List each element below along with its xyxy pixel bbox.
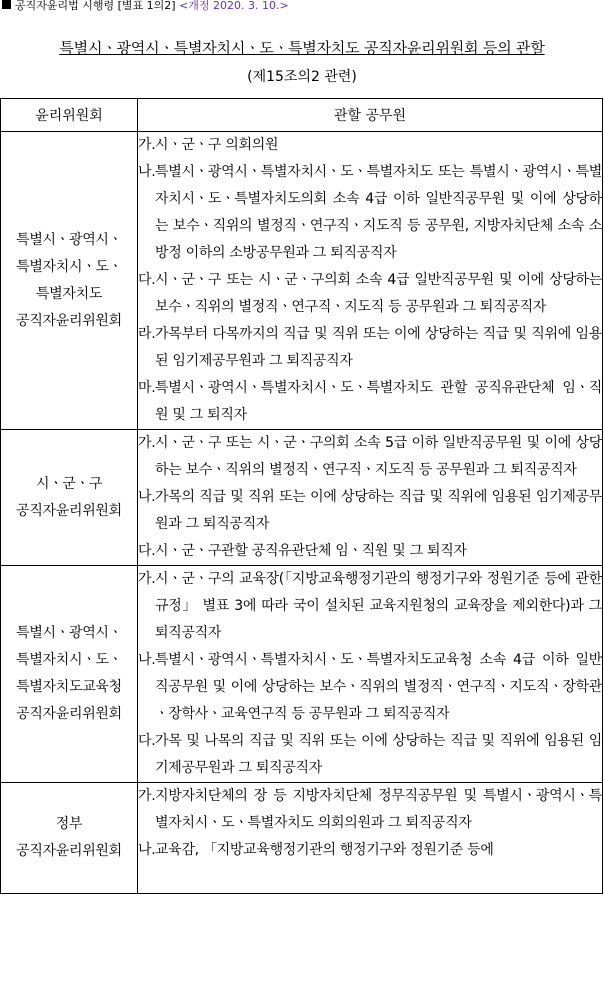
item-text: 시ㆍ군ㆍ구 또는 시ㆍ군ㆍ구의회 소속 5급 이하 일반직공무원 및 이에 상당하는 보수ㆍ직위의 별정직ㆍ연구직ㆍ지도직 등 공무원과 그 퇴직공직자: [155, 435, 602, 478]
table-row: [1, 566, 603, 783]
column-header-officials: 관할 공무원: [138, 99, 603, 132]
item-text: 지방자치단체의 장 등 지방자치단체 정무직공무원 및 특별시ㆍ광역시ㆍ특별자치시ㆍ도ㆍ특별자치도 의회의원과 그 퇴직공직자: [155, 788, 603, 831]
item-text: 시ㆍ군ㆍ구 또는 시ㆍ군ㆍ구의회 소속 4급 일반직공무원 및 이에 상당하는 보수ㆍ직위의 별정직ㆍ연구직ㆍ지도직 등 공무원과 그 퇴직공직자: [155, 272, 602, 315]
list-item: [138, 538, 602, 565]
list-item: [138, 375, 602, 429]
item-text: 교육감, 「지방교육행정기관의 행정기구와 정원기준 등에: [155, 842, 494, 858]
item-marker: 다.: [138, 543, 156, 559]
committee-name-line: 특별자치시ㆍ도ㆍ: [16, 258, 122, 275]
list-item: [138, 321, 602, 375]
black-square-bullet-icon: [2, 0, 11, 9]
column-header-committee: 윤리위원회: [1, 99, 138, 132]
officials-cell: [138, 566, 603, 783]
officials-cell: [138, 430, 603, 566]
item-text: 특별시ㆍ광역시ㆍ특별자치시ㆍ도ㆍ특별자치도 관할 공직유관단체 임ㆍ직원 및 그 퇴직자: [155, 380, 602, 423]
revision-note: <개정 2020. 3. 10.>: [179, 0, 289, 12]
item-marker: 가.: [138, 571, 156, 587]
table-row: [1, 430, 603, 566]
page-subtitle: (제15조의2 관련): [247, 69, 357, 85]
list-item: [138, 484, 602, 538]
committee-name-line: 공직자윤리위원회: [16, 502, 122, 519]
item-marker: 나.: [138, 842, 156, 858]
item-marker: 다.: [138, 733, 156, 749]
table-row: [1, 783, 603, 894]
list-item: [138, 728, 602, 782]
committee-name-line: 시ㆍ군ㆍ구: [35, 475, 103, 492]
committee-name-line: 공직자윤리위원회: [16, 706, 122, 722]
item-text: 특별시ㆍ광역시ㆍ특별자치시ㆍ도ㆍ특별자치도 또는 특별시ㆍ광역시ㆍ특별자치시ㆍ도ㆍ특별자치도의회 소속 4급 이하 일반직공무원 및 이에 상당하는 보수ㆍ직위의 별정직ㆍ연구직ㆍ지도직 등 공무원, 지방자치단체 소속 소방정 이하의 소방공무원과 그 퇴직공직자: [155, 164, 602, 261]
item-marker: 가.: [138, 435, 156, 451]
item-text: 시ㆍ군ㆍ구관할 공직유관단체 임ㆍ직원 및 그 퇴직자: [155, 543, 467, 559]
page-title: 특별시ㆍ광역시ㆍ특별자치시ㆍ도ㆍ특별자치도 공직자윤리위원회 등의 관할: [59, 39, 545, 57]
law-reference-header: [2, 0, 289, 14]
committee-name-line: 특별자치시ㆍ도ㆍ: [16, 652, 122, 668]
list-item: [138, 132, 602, 159]
item-marker: 나.: [138, 652, 156, 668]
item-text: 가목의 직급 및 직위 또는 이에 상당하는 직급 및 직위에 임용된 임기제공무원과 그 퇴직공직자: [155, 489, 602, 532]
committee-name-line: 특별자치도교육청: [16, 679, 122, 695]
committee-name-line: 특별시ㆍ광역시ㆍ: [16, 231, 122, 248]
list-item: [138, 267, 602, 321]
item-marker: 나.: [138, 489, 156, 505]
committee-cell: [1, 430, 138, 566]
committee-cell: [1, 566, 138, 783]
committee-name-line: 공직자윤리위원회: [16, 312, 122, 329]
committee-name-line: 특별자치도: [35, 285, 103, 302]
item-marker: 마.: [138, 380, 156, 396]
committee-name-line: 특별시ㆍ광역시ㆍ: [16, 625, 122, 641]
item-marker: 다.: [138, 272, 156, 288]
item-text: 가목 및 나목의 직급 및 직위 또는 이에 상당하는 직급 및 직위에 임용된 임기제공무원과 그 퇴직공직자: [155, 733, 602, 776]
table-row: [1, 132, 603, 430]
list-item: [138, 647, 602, 728]
law-title: 공직자윤리법 시행령 [별표 1의2]: [15, 0, 176, 12]
item-marker: 가.: [138, 788, 156, 804]
item-marker: 나.: [138, 164, 156, 180]
table-header-row: [1, 99, 603, 132]
item-text: 시ㆍ군ㆍ구의 교육장(「지방교육행정기관의 행정기구와 정원기준 등에 관한 규정」 별표 3에 따라 국이 설치된 교육지원청의 교육장을 제외한다)과 그 퇴직공직자: [155, 571, 602, 641]
committee-cell: [1, 132, 138, 430]
officials-cell: [138, 783, 603, 894]
list-item: [138, 783, 602, 837]
item-text: 가목부터 다목까지의 직급 및 직위 또는 이에 상당하는 직급 및 직위에 임용된 임기제공무원과 그 퇴직공직자: [155, 326, 602, 369]
committee-name-line: 공직자윤리위원회: [16, 843, 122, 859]
list-item: [138, 430, 602, 484]
jurisdiction-table: [0, 98, 603, 894]
list-item: [138, 566, 602, 647]
list-item: [138, 837, 602, 864]
committee-name-line: 정부: [55, 816, 83, 832]
list-item: [138, 159, 602, 267]
committee-cell: [1, 783, 138, 894]
officials-cell: [138, 132, 603, 430]
item-text: 시ㆍ군ㆍ구 의회의원: [155, 137, 279, 153]
item-marker: 라.: [138, 326, 156, 342]
item-text: 특별시ㆍ광역시ㆍ특별자치시ㆍ도ㆍ특별자치도교육청 소속 4급 이하 일반직공무원 및 이에 상당하는 보수ㆍ직위의 별정직ㆍ연구직ㆍ지도직ㆍ장학관ㆍ장학사ㆍ교육연구직 등 공무원과 그 퇴직공직자: [155, 652, 602, 722]
item-marker: 가.: [138, 137, 156, 153]
